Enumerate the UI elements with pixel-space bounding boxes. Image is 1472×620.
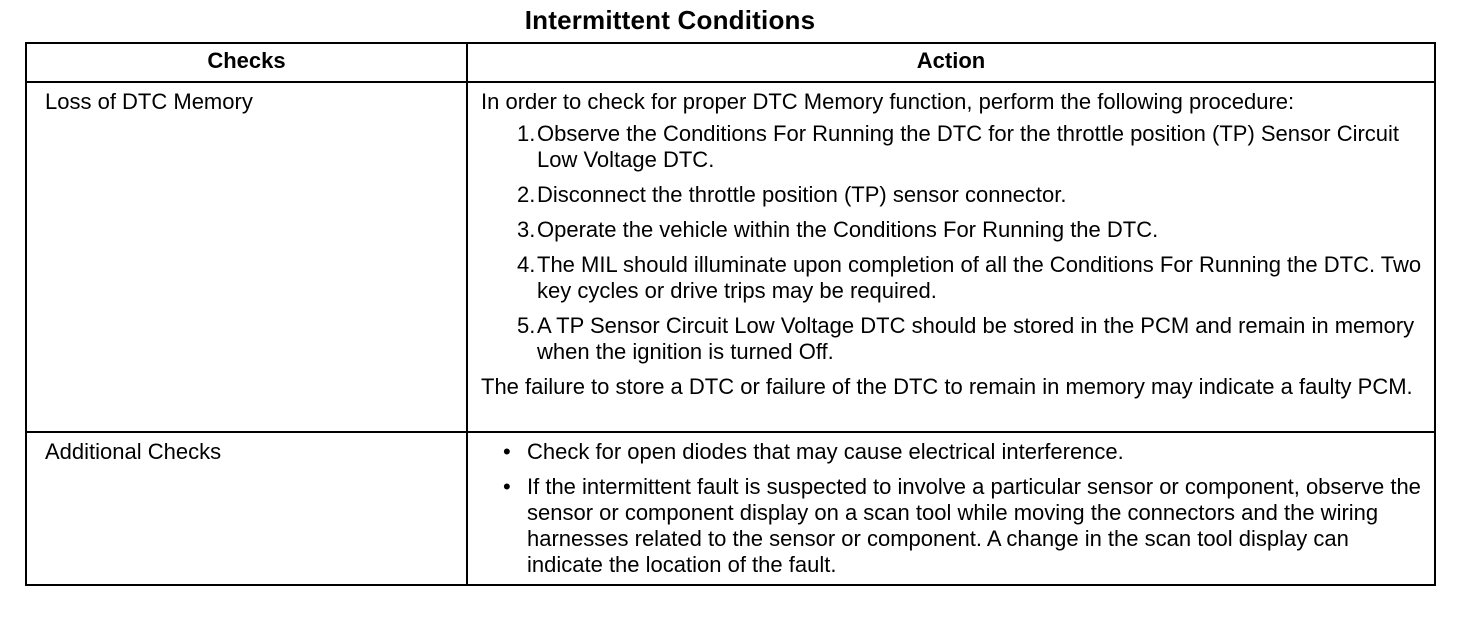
list-item (481, 217, 1424, 243)
step-number: 2. (517, 182, 536, 207)
procedure-steps (481, 121, 1424, 365)
table-row (26, 82, 1435, 432)
check-name-cell: Additional Checks (26, 432, 467, 585)
action-cell (467, 82, 1435, 432)
list-item (481, 182, 1424, 208)
step-number: 4. (517, 252, 536, 277)
check-name-cell: Loss of DTC Memory (26, 82, 467, 432)
bullet-text: Check for open diodes that may cause electrical interference. (527, 439, 1124, 464)
step-number: 5. (517, 313, 536, 338)
step-number: 1. (517, 121, 536, 146)
additional-checks-list (481, 439, 1424, 578)
column-header-checks: Checks (26, 43, 467, 82)
bullet-icon: • (503, 474, 511, 499)
table-row (26, 432, 1435, 585)
list-item (481, 313, 1424, 365)
page-title: Intermittent Conditions (524, 5, 816, 35)
bullet-icon: • (503, 439, 511, 464)
step-text: Operate the vehicle within the Conditions For Running the DTC. (537, 217, 1159, 242)
step-number: 3. (517, 217, 536, 242)
table-header-row (26, 43, 1435, 82)
column-header-action: Action (467, 43, 1435, 82)
intermittent-conditions-table (25, 42, 1436, 586)
procedure-intro: In order to check for proper DTC Memory function, perform the following procedure: (481, 89, 1295, 114)
step-text: Disconnect the throttle position (TP) sensor connector. (537, 182, 1067, 207)
step-text: Observe the Conditions For Running the DTC for the throttle position (TP) Sensor Circuit Low Voltage DTC. (537, 121, 1400, 172)
step-text: The MIL should illuminate upon completion of all the Conditions For Running the DTC. Two key cycles or drive trips may be required. (537, 252, 1422, 303)
step-text: A TP Sensor Circuit Low Voltage DTC should be stored in the PCM and remain in memory when the ignition is turned Off. (537, 313, 1415, 364)
list-item (481, 252, 1424, 304)
list-item (481, 474, 1424, 578)
bullet-text: If the intermittent fault is suspected to involve a particular sensor or component, observe the sensor or component display on a scan tool while moving the connectors and the wiring harnesses related to the sensor or component. A change in the scan tool display can indicate the location of the fault. (527, 474, 1421, 577)
list-item (481, 439, 1424, 465)
procedure-closing-note: The failure to store a DTC or failure of the DTC to remain in memory may indicate a faulty PCM. (481, 374, 1413, 399)
list-item (481, 121, 1424, 173)
action-cell (467, 432, 1435, 585)
